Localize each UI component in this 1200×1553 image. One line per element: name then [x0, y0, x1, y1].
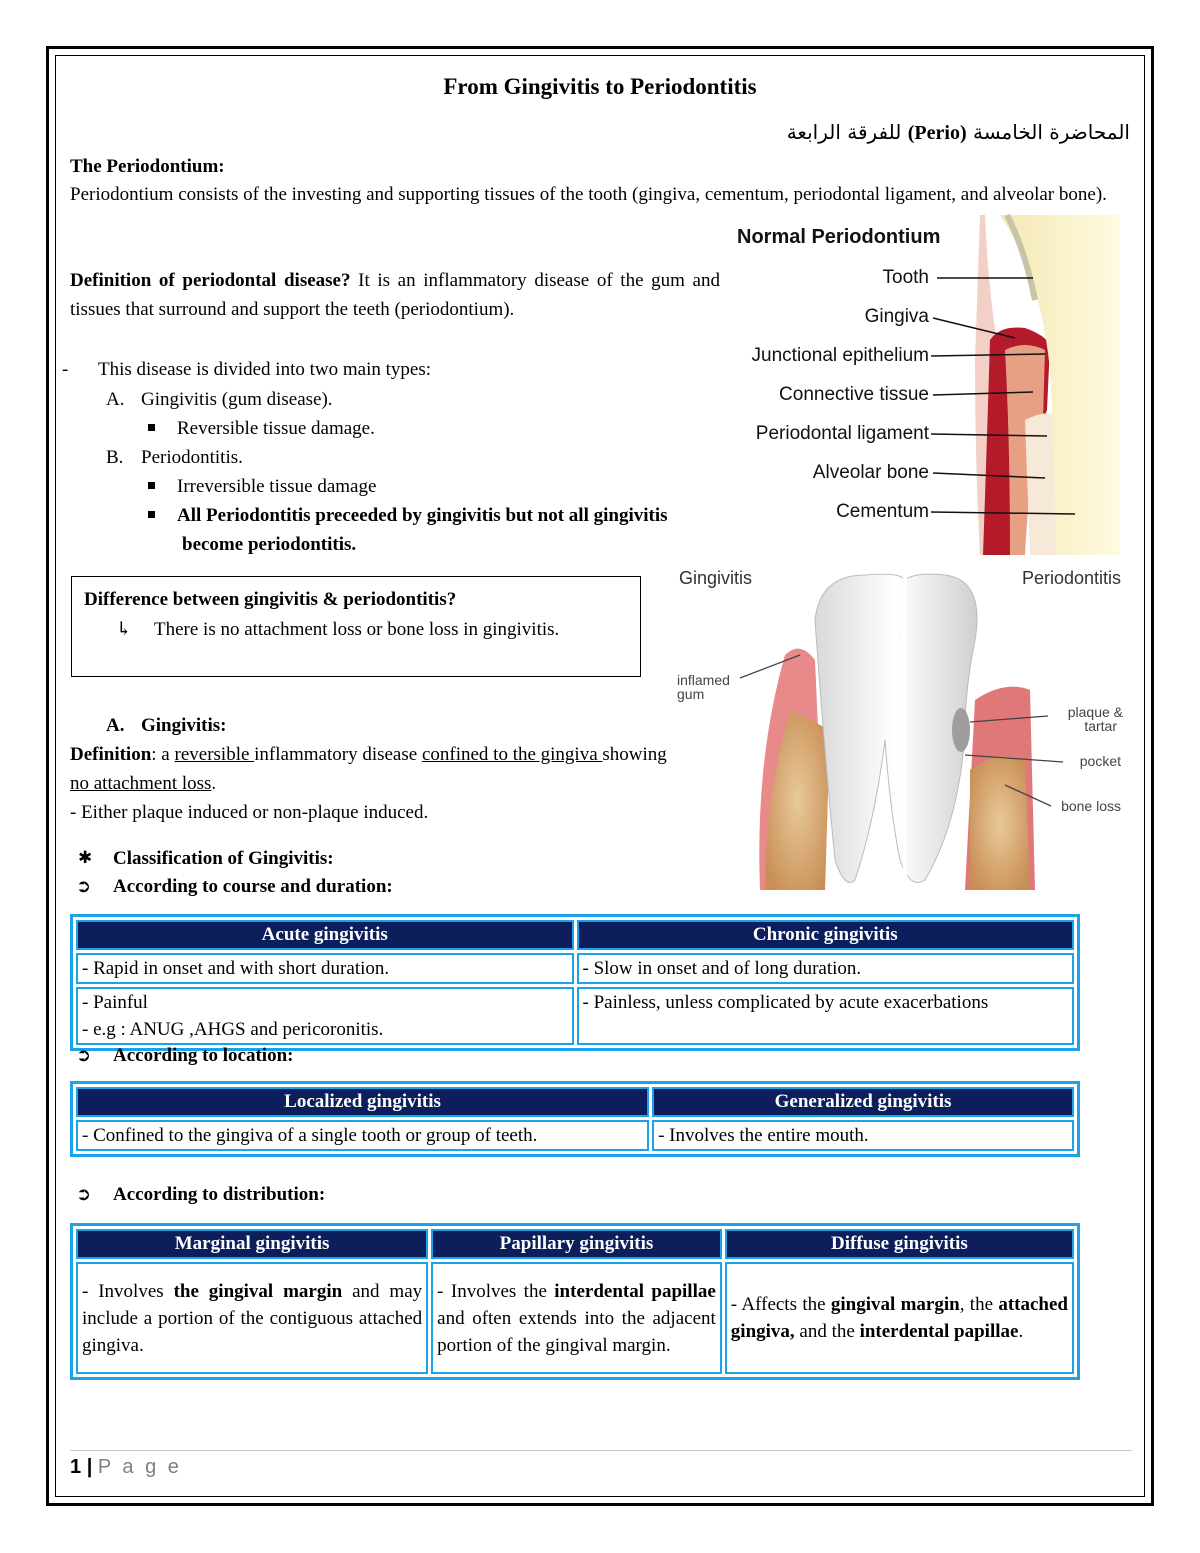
periodontium-text: Periodontium consists of the investing and supporting tissues of the tooth (gingiva, cementum, periodontal ligament, and alveolar bone). — [70, 184, 1107, 205]
label-cementum: Cementum — [836, 501, 929, 522]
header-localized: Localized gingivitis — [76, 1087, 649, 1117]
diagram2-right-title: Periodontitis — [1021, 568, 1121, 588]
footer-divider — [70, 1450, 1132, 1451]
header-generalized: Generalized gingivitis — [652, 1087, 1074, 1117]
label-inflamed-2: gum — [677, 686, 705, 702]
page-title: From Gingivitis to Periodontitis — [443, 74, 757, 99]
by-location-heading: According to location: — [113, 1045, 294, 1066]
type-b-bullet-1: Irreversible tissue damage — [148, 472, 376, 501]
header-marginal: Marginal gingivitis — [76, 1229, 428, 1259]
type-a-marker: A. — [106, 389, 125, 410]
classification-heading: Classification of Gingivitis: — [113, 848, 334, 869]
classification-marker: ✱ — [78, 848, 93, 868]
by-distribution-heading: According to distribution: — [113, 1184, 326, 1205]
cell-localized: - Confined to the gingiva of a single tooth or group of teeth. — [76, 1120, 649, 1151]
normal-periodontium-diagram — [725, 210, 1125, 555]
type-a: Gingivitis (gum disease). — [141, 389, 333, 410]
definition-paragraph: Definition of periodontal disease? It is an inflammatory disease of the gum and tissues that surround and support the teeth (periodontium). — [70, 270, 720, 320]
cell-marginal: - Involves the gingival margin and may include a portion of the contiguous attached gingiva. — [76, 1262, 428, 1374]
gingivitis-heading: Gingivitis: — [141, 715, 227, 736]
right-bone — [970, 757, 1030, 890]
cell-papillary: - Involves the interdental papillae and often extends into the adjacent portion of the gingival margin. — [431, 1262, 722, 1374]
type-b-marker: B. — [106, 447, 124, 468]
label-plaque-1: plaque & — [1067, 704, 1123, 720]
cell-generalized: - Involves the entire mouth. — [652, 1120, 1074, 1151]
label-inflamed-1: inflamed — [677, 672, 730, 688]
page-number: 1 | P a g e — [70, 1456, 182, 1478]
cell-chronic-onset: - Slow in onset and of long duration. — [577, 953, 1075, 984]
diagram1-title: Normal Periodontium — [737, 226, 941, 248]
cell-chronic-pain: - Painless, unless complicated by acute exacerbations — [577, 987, 1075, 1045]
difference-answer: There is no attachment loss or bone loss in gingivitis. — [154, 619, 560, 640]
header-chronic: Chronic gingivitis — [577, 920, 1075, 950]
label-gingiva: Gingiva — [864, 306, 929, 327]
cell-acute-pain: - Painful - e.g : ANUG ,AHGS and pericoronitis. — [76, 987, 574, 1045]
difference-arrow: ↳ — [116, 619, 132, 640]
table-location — [70, 1081, 1080, 1157]
diagram2-left-title: Gingivitis — [679, 568, 753, 588]
header-papillary: Papillary gingivitis — [431, 1229, 722, 1259]
label-ligament: Periodontal ligament — [755, 423, 929, 444]
plaque-induced-note: - Either plaque induced or non-plaque induced. — [70, 802, 429, 823]
dash-marker: - — [62, 359, 69, 380]
pointer-gingiva — [933, 318, 1015, 338]
type-a-bullet: Reversible tissue damage. — [148, 414, 375, 443]
label-connective: Connective tissue — [779, 384, 929, 405]
periodontium-heading: The Periodontium: — [70, 156, 225, 177]
gingivitis-periodontitis-diagram — [665, 560, 1135, 890]
label-pocket: pocket — [1079, 753, 1121, 769]
arrow-distribution: ➲ — [76, 1184, 92, 1205]
difference-question: Difference between gingivitis & periodontitis? — [84, 589, 457, 610]
arrow-course: ➲ — [76, 876, 92, 897]
by-course-heading: According to course and duration: — [113, 876, 393, 897]
gingivitis-marker: A. — [106, 715, 125, 736]
label-alveolar: Alveolar bone — [812, 462, 929, 483]
cell-diffuse: - Affects the gingival margin, the attached gingiva, and the interdental papillae. — [725, 1262, 1074, 1374]
plaque-deposit — [952, 708, 970, 752]
type-b-bullet-2: All Periodontitis preceeded by gingivitis but not all gingivitis become periodontitis. — [148, 501, 708, 559]
difference-box — [71, 576, 641, 677]
table-distribution — [70, 1223, 1080, 1380]
label-plaque-2: tartar — [1084, 718, 1117, 734]
label-bone-loss: bone loss — [1061, 798, 1121, 814]
type-b: Periodontitis. — [141, 447, 243, 468]
label-junctional: Junctional epithelium — [751, 345, 929, 366]
header-diffuse: Diffuse gingivitis — [725, 1229, 1074, 1259]
header-acute: Acute gingivitis — [76, 920, 574, 950]
types-intro: This disease is divided into two main types: — [98, 359, 431, 380]
gingivitis-definition: Definition: a reversible inflammatory disease confined to the gingiva showing no attachment loss. — [70, 744, 667, 794]
table-course-duration — [70, 914, 1080, 1051]
arabic-subtitle: المحاضرة الخامسة (Perio) للفرقة الرابعة — [786, 120, 1130, 144]
arrow-location: ➲ — [76, 1045, 92, 1066]
label-tooth: Tooth — [882, 267, 929, 288]
cell-acute-onset: - Rapid in onset and with short duration. — [76, 953, 574, 984]
